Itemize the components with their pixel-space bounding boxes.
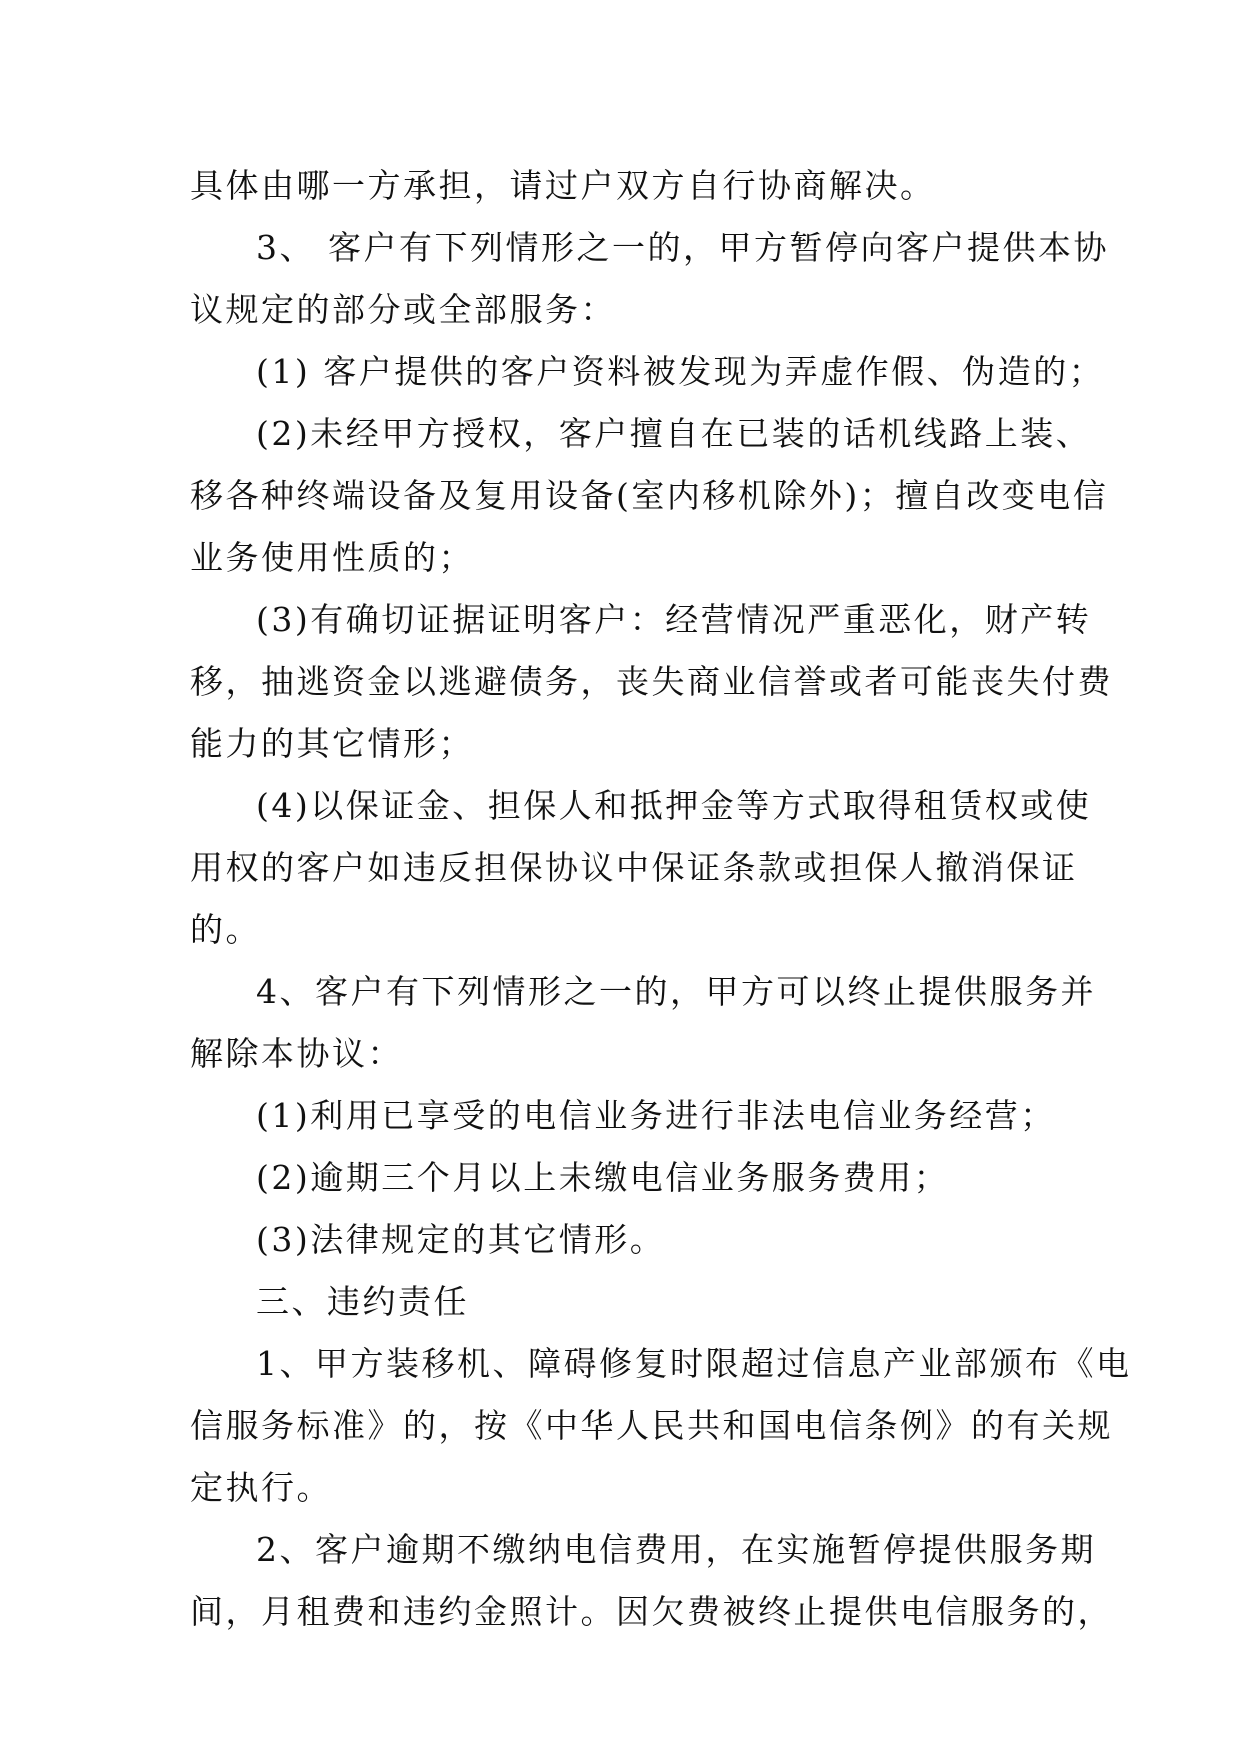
text-line: 移各种终端设备及复用设备(室内移机除外)；擅自改变电信 <box>190 476 1109 515</box>
text-line: 解除本协议： <box>190 1034 403 1073</box>
text-line: 2、客户逾期不缴纳电信费用，在实施暂停提供服务期 <box>256 1530 1096 1569</box>
text-line: 3、 客户有下列情形之一的，甲方暂停向客户提供本协 <box>256 228 1109 267</box>
text-line: 定执行。 <box>190 1468 332 1507</box>
text-line: 1、甲方装移机、障碍修复时限超过信息产业部颁布《电 <box>256 1344 1132 1383</box>
text-line: 议规定的部分或全部服务： <box>190 290 616 329</box>
text-line: (1)利用已享受的电信业务进行非法电信业务经营； <box>256 1096 1056 1135</box>
text-line: 的。 <box>190 910 261 949</box>
text-line: (4)以保证金、担保人和抵押金等方式取得租赁权或使 <box>256 786 1092 825</box>
text-line: (2)逾期三个月以上未缴电信业务服务费用； <box>256 1158 950 1197</box>
text-line: (3)有确切证据证明客户：经营情况严重恶化，财产转 <box>256 600 1092 639</box>
text-line: 间，月租费和违约金照计。因欠费被终止提供电信服务的， <box>190 1592 1113 1631</box>
text-line: (2)未经甲方授权，客户擅自在已装的话机线路上装、 <box>256 414 1092 453</box>
text-line: (1) 客户提供的客户资料被发现为弄虚作假、伪造的； <box>256 352 1105 391</box>
text-line: 能力的其它情形； <box>190 724 474 763</box>
text-line: 信服务标准》的，按《中华人民共和国电信条例》的有关规 <box>190 1406 1113 1445</box>
text-line: 具体由哪一方承担，请过户双方自行协商解决。 <box>190 166 936 205</box>
document-body <box>190 155 1132 1643</box>
section-heading: 三、违约责任 <box>256 1282 469 1321</box>
text-line: (3)法律规定的其它情形。 <box>256 1220 666 1259</box>
text-line: 业务使用性质的； <box>190 538 474 577</box>
text-line: 移，抽逃资金以逃避债务，丧失商业信誉或者可能丧失付费 <box>190 662 1113 701</box>
text-line: 用权的客户如违反担保协议中保证条款或担保人撤消保证 <box>190 848 1078 887</box>
text-line: 4、客户有下列情形之一的，甲方可以终止提供服务并 <box>256 972 1096 1011</box>
